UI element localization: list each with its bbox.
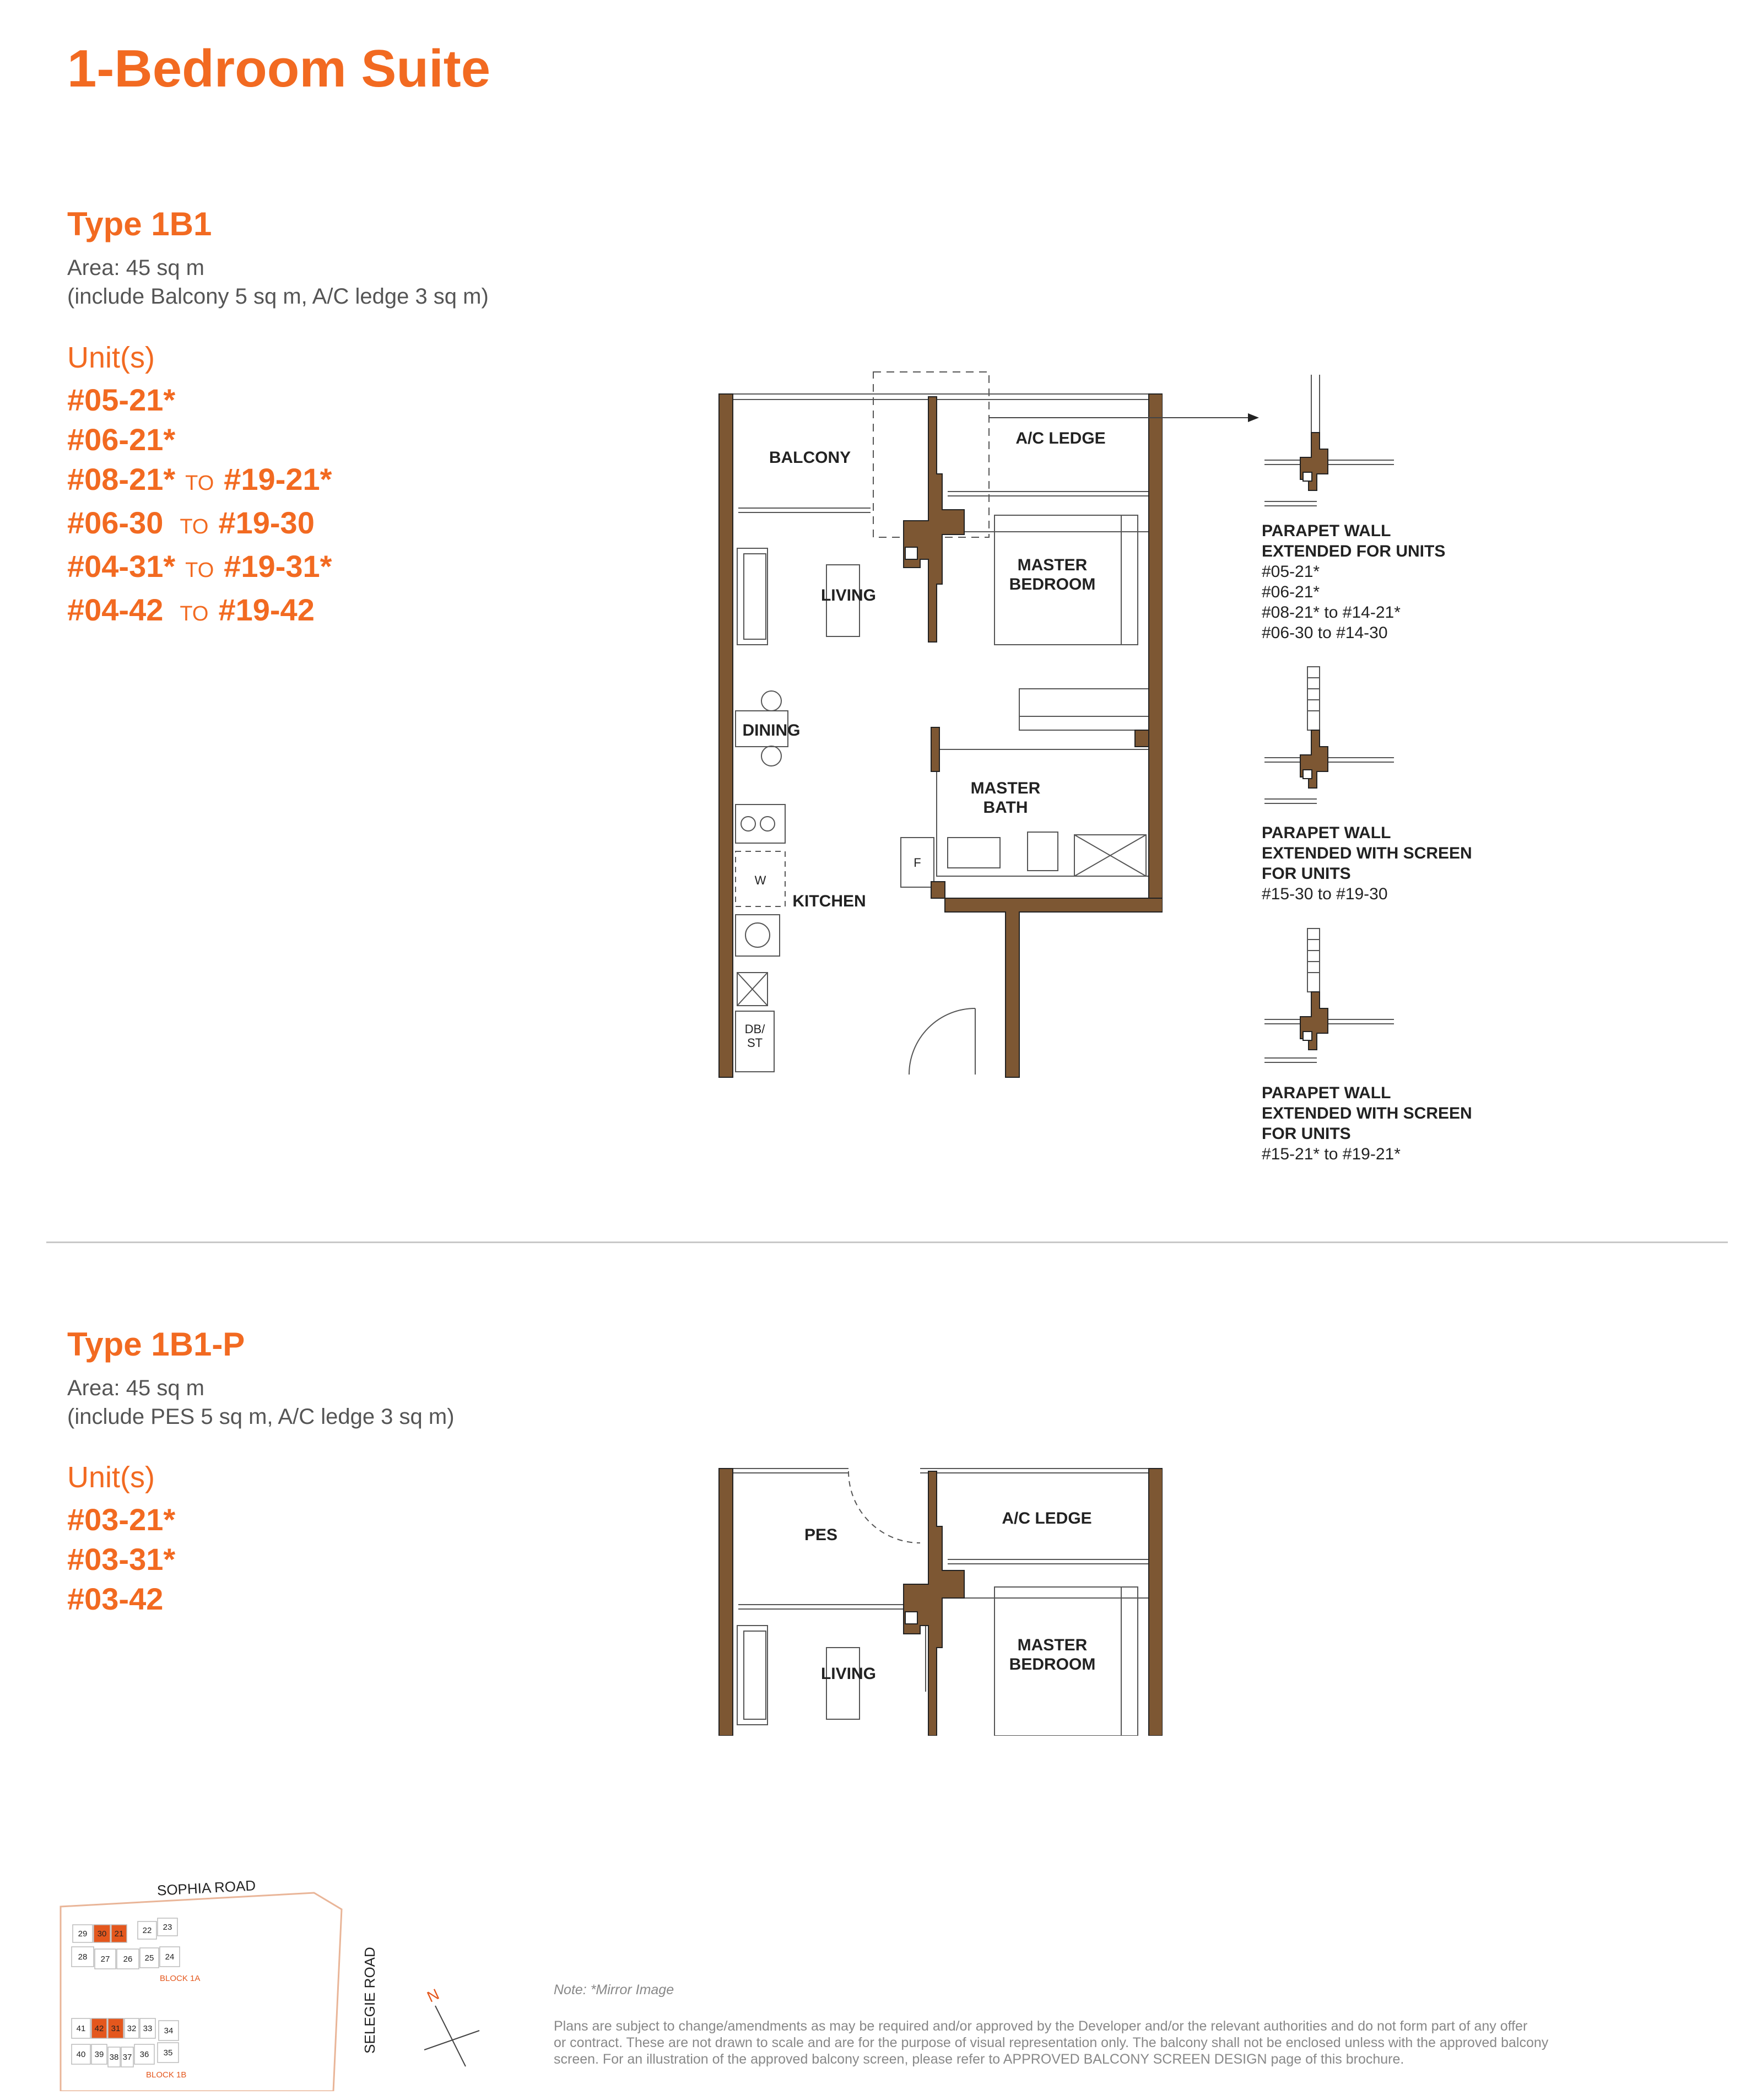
type-1b1p-units-heading: Unit(s)	[67, 1461, 155, 1494]
disclaimer	[554, 2018, 1711, 2067]
washer-label: W	[754, 873, 766, 887]
parapet-title: PARAPET WALL	[1262, 824, 1391, 842]
road-label-selegie: SELEGIE ROAD	[361, 1947, 378, 2054]
unit-to-word: TO	[185, 559, 214, 582]
disclaimer-line: Plans are subject to change/amendments as may be required and/or approved by the Developer and/or the relevant authorities and do not form part of any offer	[554, 2018, 1528, 2034]
site-unit-41: 41	[76, 2024, 86, 2033]
north-label: N	[424, 1985, 442, 2006]
site-unit-35: 35	[163, 2048, 173, 2058]
room-label-pes: PES	[804, 1526, 838, 1544]
unit-to: #19-30	[218, 505, 315, 540]
site-unit-37: 37	[122, 2053, 132, 2062]
parapet-unit: #05-21*	[1262, 563, 1320, 581]
site-unit-34: 34	[164, 2026, 174, 2036]
site-unit-22: 22	[142, 1926, 152, 1935]
mirror-image-note: Note: *Mirror Image	[554, 1982, 674, 1998]
parapet-title: FOR UNITS	[1262, 865, 1351, 883]
parapet-unit: #15-30 to #19-30	[1262, 885, 1388, 903]
room-label-ac-ledge-p: A/C LEDGE	[1002, 1509, 1092, 1527]
site-unit-38: 38	[109, 2053, 119, 2062]
parapet-caption-3	[1262, 1083, 1472, 1164]
site-unit-36: 36	[139, 2050, 149, 2059]
unit-line	[67, 380, 332, 420]
north-arrow-icon	[419, 1984, 485, 2072]
unit-to: #19-31*	[224, 549, 332, 584]
unit-line	[67, 1579, 175, 1619]
unit-line	[67, 420, 332, 460]
unit-from: #06-30	[67, 505, 164, 540]
dbst-label-2: ST	[747, 1036, 763, 1050]
site-unit-40: 40	[76, 2050, 86, 2059]
road-label-sophia: SOPHIA ROAD	[156, 1877, 256, 1899]
unit-from: #04-42	[67, 592, 164, 627]
parapet-unit: #06-30 to #14-30	[1262, 624, 1388, 642]
parapet-unit: #06-21*	[1262, 583, 1320, 601]
type-1b1-area-detail: (include Balcony 5 sq m, A/C ledge 3 sq m)	[67, 284, 489, 309]
parapet-title: PARAPET WALL	[1262, 1084, 1391, 1102]
site-unit-42: 42	[94, 2024, 104, 2033]
site-unit-29: 29	[78, 1929, 88, 1939]
site-unit-32: 32	[127, 2024, 137, 2033]
unit-line	[67, 1540, 175, 1579]
room-label-dining: DINING	[742, 721, 801, 739]
unit-from: #03-42	[67, 1581, 164, 1616]
unit-to: #19-21*	[224, 462, 332, 496]
unit-to: #19-42	[218, 592, 315, 627]
unit-from: #05-21*	[67, 382, 176, 417]
room-label-ac-ledge: A/C LEDGE	[1015, 429, 1106, 447]
block-1a-label: BLOCK 1A	[160, 1974, 201, 1983]
block-1b-label: BLOCK 1B	[146, 2070, 187, 2080]
type-1b1-title: Type 1B1	[67, 206, 212, 242]
unit-to-word: TO	[180, 602, 209, 625]
site-unit-23: 23	[163, 1923, 172, 1932]
type-1b1p-floor-plan	[711, 1460, 1163, 1736]
room-label-kitchen: KITCHEN	[792, 892, 866, 910]
section-divider	[46, 1241, 1728, 1243]
unit-line	[67, 1500, 175, 1540]
unit-to-word: TO	[185, 472, 214, 495]
fridge-label: F	[914, 856, 921, 870]
room-label-balcony: BALCONY	[769, 449, 851, 467]
site-unit-25: 25	[144, 1953, 154, 1963]
parapet-detail-2	[1262, 664, 1394, 807]
room-label-master-bedroom-p-2: BEDROOM	[1009, 1655, 1096, 1673]
site-unit-39: 39	[94, 2050, 104, 2059]
parapet-title: EXTENDED WITH SCREEN	[1262, 1104, 1472, 1122]
site-unit-27: 27	[100, 1955, 110, 1964]
unit-to-word: TO	[180, 515, 209, 538]
dbst-label-1: DB/	[744, 1022, 765, 1036]
site-plan	[55, 1871, 397, 2091]
parapet-title: EXTENDED FOR UNITS	[1262, 542, 1446, 560]
unit-from: #04-31*	[67, 549, 176, 584]
site-unit-21: 21	[114, 1929, 124, 1939]
type-1b1-units-heading: Unit(s)	[67, 341, 155, 374]
room-label-master-bedroom-1: MASTER	[1017, 556, 1088, 574]
site-unit-24: 24	[165, 1952, 175, 1962]
type-1b1-area: Area: 45 sq m	[67, 256, 205, 280]
arrow-icon	[1152, 408, 1262, 430]
site-unit-26: 26	[123, 1955, 133, 1964]
room-label-master-bedroom-p-1: MASTER	[1017, 1636, 1088, 1654]
type-1b1-floor-plan	[711, 364, 1163, 1080]
room-label-living-p: LIVING	[820, 1665, 877, 1683]
room-label-master-bath-2: BATH	[983, 798, 1028, 817]
unit-from: #06-21*	[67, 422, 176, 457]
type-1b1p-area: Area: 45 sq m	[67, 1376, 205, 1400]
parapet-title: PARAPET WALL	[1262, 522, 1391, 540]
unit-line	[67, 503, 332, 547]
parapet-title: FOR UNITS	[1262, 1125, 1351, 1143]
room-label-living: LIVING	[820, 586, 877, 604]
unit-line	[67, 460, 332, 503]
site-unit-30: 30	[97, 1929, 107, 1939]
parapet-title: EXTENDED WITH SCREEN	[1262, 844, 1472, 862]
site-unit-31: 31	[111, 2024, 121, 2033]
site-unit-28: 28	[78, 1952, 88, 1962]
type-1b1p-unit-list	[67, 1500, 175, 1619]
parapet-detail-1	[1262, 372, 1394, 510]
type-1b1p-title: Type 1B1-P	[67, 1326, 245, 1363]
disclaimer-line: screen. For an illustration of the approved balcony screen, please refer to APPROVED BALCONY SCREEN DESIGN page of this brochure.	[554, 2052, 1404, 2067]
unit-line	[67, 590, 332, 634]
unit-from: #03-21*	[67, 1502, 176, 1537]
room-label-master-bedroom-2: BEDROOM	[1009, 575, 1096, 593]
type-1b1-unit-list	[67, 380, 332, 634]
parapet-unit: #15-21* to #19-21*	[1262, 1145, 1401, 1163]
disclaimer-line: or contract. These are not drawn to scale and are for the purpose of visual representation only. The balcony shall not be enclosed unless with the approved balcony	[554, 2035, 1549, 2050]
unit-from: #03-31*	[67, 1542, 176, 1577]
parapet-caption-2	[1262, 823, 1472, 904]
page-title: 1-Bedroom Suite	[67, 39, 491, 98]
site-unit-33: 33	[143, 2024, 153, 2033]
unit-line	[67, 547, 332, 590]
type-1b1p-area-detail: (include PES 5 sq m, A/C ledge 3 sq m)	[67, 1405, 455, 1429]
parapet-unit: #08-21* to #14-21*	[1262, 603, 1401, 622]
unit-from: #08-21*	[67, 462, 176, 496]
parapet-detail-3	[1262, 926, 1394, 1069]
room-label-master-bath-1: MASTER	[970, 779, 1041, 797]
parapet-caption-1	[1262, 521, 1445, 643]
